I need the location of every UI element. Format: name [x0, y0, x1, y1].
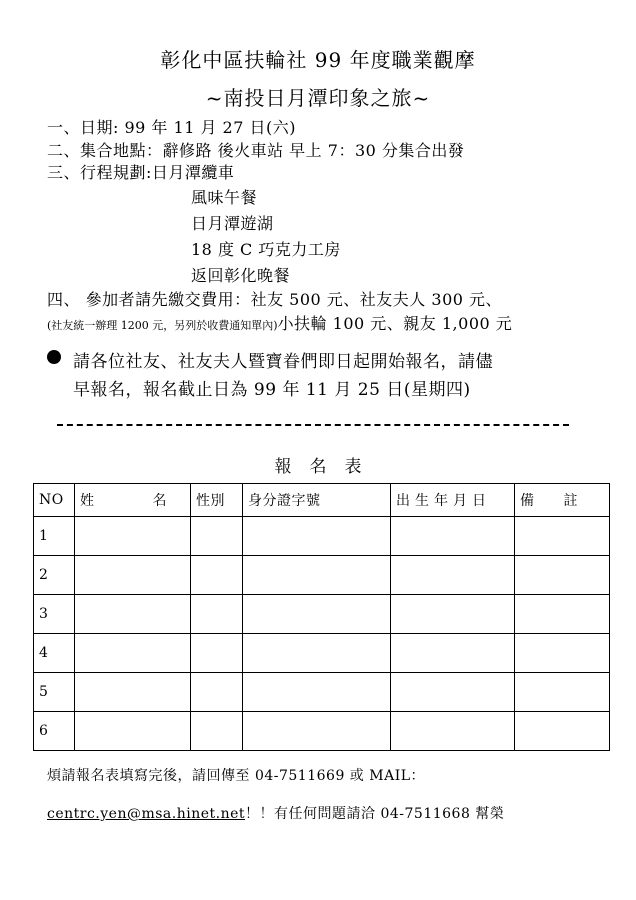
id-number-cell[interactable] [243, 595, 391, 634]
gender-cell[interactable] [191, 517, 243, 556]
name-cell[interactable] [75, 673, 191, 712]
bullet-icon [47, 350, 61, 364]
table-row [34, 595, 610, 634]
remarks-cell[interactable] [515, 712, 610, 751]
itinerary-item: 返回彰化晚餐 [191, 266, 291, 285]
birthdate-cell[interactable] [391, 673, 515, 712]
form-title: 報名表 [274, 457, 380, 477]
email-link[interactable]: centrc.yen@msa.hinet.net [47, 806, 246, 822]
remarks-cell[interactable] [515, 634, 610, 673]
row-number: 5 [34, 673, 75, 712]
name-cell[interactable] [75, 517, 191, 556]
fee-line: 四、 參加者請先繳交費用：社友 500 元、社友夫人 300 元、 [47, 290, 503, 309]
table-row [34, 634, 610, 673]
footer-contact-line [47, 803, 504, 823]
notice-line-2: 早報名，報名截止日為 99 年 11 月 25 日(星期四) [73, 380, 471, 400]
name-cell[interactable] [75, 556, 191, 595]
row-number: 1 [34, 517, 75, 556]
gender-cell[interactable] [191, 634, 243, 673]
itinerary-line: 三、行程規劃:日月潭纜車 [47, 163, 235, 182]
fee-note: (社友統一辦理 1200 元，另列於收費通知單內) [47, 319, 278, 332]
remarks-cell[interactable] [515, 673, 610, 712]
table-row [34, 556, 610, 595]
table-header-row [34, 484, 610, 517]
gender-cell[interactable] [191, 673, 243, 712]
id-number-cell[interactable] [243, 634, 391, 673]
remarks-cell[interactable] [515, 517, 610, 556]
name-cell[interactable] [75, 712, 191, 751]
column-header-remarks: 備 註 [515, 484, 610, 517]
remarks-cell[interactable] [515, 556, 610, 595]
name-cell[interactable] [75, 634, 191, 673]
registration-table [33, 483, 610, 751]
notice-line-1: 請各位社友、社友夫人暨寶眷們即日起開始報名，請儘 [73, 352, 493, 372]
gender-cell[interactable] [191, 595, 243, 634]
column-header-no: NO [34, 484, 75, 517]
birthdate-cell[interactable] [391, 712, 515, 751]
footer-contact-text: ！！有任何問題請洽 04-7511668 幫榮 [245, 806, 505, 822]
meeting-place-line: 二、集合地點：辭修路 後火車站 早上 7：30 分集合出發 [47, 141, 465, 160]
itinerary-item: 18 度 C 巧克力工房 [191, 240, 341, 259]
gender-cell[interactable] [191, 556, 243, 595]
id-number-cell[interactable] [243, 556, 391, 595]
itinerary-item: 日月潭遊湖 [191, 214, 274, 233]
column-header-name: 姓 名 [75, 484, 191, 517]
table-row [34, 673, 610, 712]
row-number: 6 [34, 712, 75, 751]
column-header-gender: 性別 [191, 484, 243, 517]
page-subtitle: ~南投日月潭印象之旅~ [205, 86, 431, 110]
row-number: 4 [34, 634, 75, 673]
birthdate-cell[interactable] [391, 634, 515, 673]
birthdate-cell[interactable] [391, 595, 515, 634]
row-number: 3 [34, 595, 75, 634]
page-title: 彰化中區扶輪社 99 年度職業觀摩 [160, 48, 476, 72]
row-number: 2 [34, 556, 75, 595]
id-number-cell[interactable] [243, 712, 391, 751]
fee-line-2-text: 小扶輪 100 元、親友 1,000 元 [277, 314, 513, 333]
table-row [34, 517, 610, 556]
date-line: 一、日期: 99 年 11 月 27 日(六) [47, 118, 296, 137]
column-header-birthdate: 出生年月日 [391, 484, 515, 517]
table-row [34, 712, 610, 751]
footer-instruction: 煩請報名表填寫完後，請回傳至 04-7511669 或 MAIL： [47, 768, 426, 784]
birthdate-cell[interactable] [391, 556, 515, 595]
dashed-divider [57, 424, 569, 426]
gender-cell[interactable] [191, 712, 243, 751]
id-number-cell[interactable] [243, 673, 391, 712]
column-header-id-number: 身分證字號 [243, 484, 391, 517]
itinerary-item: 風味午餐 [191, 188, 258, 207]
fee-line-2 [47, 311, 512, 334]
birthdate-cell[interactable] [391, 517, 515, 556]
id-number-cell[interactable] [243, 517, 391, 556]
name-cell[interactable] [75, 595, 191, 634]
remarks-cell[interactable] [515, 595, 610, 634]
